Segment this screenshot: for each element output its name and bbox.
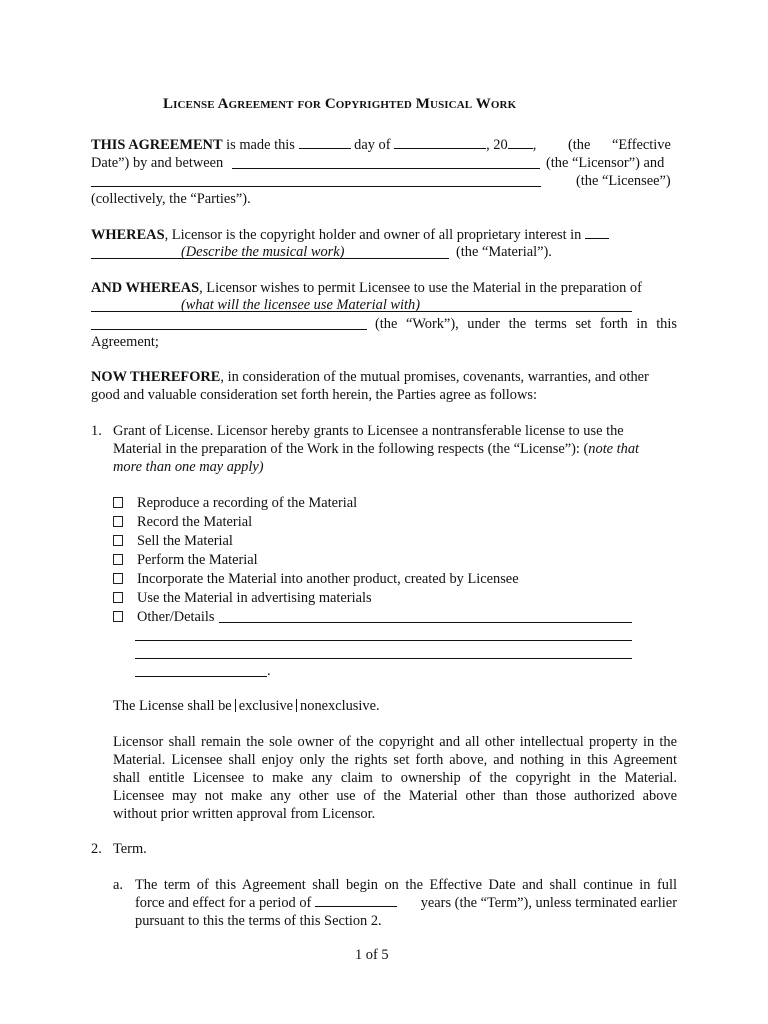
option-label: Incorporate the Material into another product, created by Licensee	[137, 571, 519, 587]
intro-text: day of	[354, 137, 391, 153]
nonexclusive-checkbox[interactable]	[296, 699, 297, 712]
musical-work-field-start[interactable]	[585, 226, 609, 239]
licensee-name-field[interactable]	[91, 186, 541, 187]
checkbox[interactable]	[113, 497, 123, 508]
work-description-field-2[interactable]	[91, 329, 367, 330]
word: in	[636, 316, 648, 332]
intro-collectively: (collectively, the “Parties”).	[91, 191, 251, 207]
section-2a-pre: force and effect for a period of	[135, 895, 312, 911]
section-1-text: Material in the preparation of the Work in the following respects (the “License”): (	[113, 441, 589, 457]
intro-text: , 20	[486, 137, 508, 153]
option-label: Perform the Material	[137, 552, 258, 568]
intro-date-by-between: Date”) by and between	[91, 155, 224, 171]
option-advertising[interactable]	[113, 589, 372, 607]
option-record[interactable]	[113, 513, 252, 531]
intro-the-licensee: (the “Licensee”)	[576, 173, 671, 189]
checkbox[interactable]	[113, 611, 123, 622]
now-therefore-line-1	[91, 368, 649, 386]
word: set	[575, 316, 592, 332]
now-therefore-text: , in consideration of the mutual promises, covenants, warranties, and other	[220, 369, 649, 385]
license-type-text: The License shall be	[113, 698, 232, 714]
section-1-note-line-2: more than one may apply)	[113, 459, 264, 475]
word: the	[508, 316, 527, 332]
word: (the	[375, 316, 398, 332]
whereas-1-line-1	[91, 226, 609, 244]
exclusive-option[interactable]: exclusive	[238, 698, 294, 714]
musical-work-hint: (Describe the musical work)	[181, 244, 345, 260]
section-2a-line-1: The term of this Agreement shall begin on the Effective Date and shall continue in full	[135, 877, 677, 893]
owner-para-line-1: Licensor shall remain the sole owner of the copyright and all other intellectual property in the	[113, 734, 677, 750]
document-title: License Agreement for Copyrighted Musical Work	[163, 96, 517, 112]
option-label: Use the Material in advertising materials	[137, 590, 372, 606]
intro-the-licensor: (the “Licensor”) and	[546, 155, 665, 171]
section-2a-post: years (the “Term”), unless terminated earlier	[420, 895, 677, 911]
other-details-field-3[interactable]	[135, 658, 632, 659]
now-therefore-line-2: good and valuable consideration set forth herein, the Parties agree as follows:	[91, 387, 537, 403]
licensor-name-field[interactable]	[232, 168, 540, 169]
whereas-2-text: , Licensor wishes to permit Licensee to use the Material in the preparation of	[199, 280, 642, 296]
intro-text: ,	[532, 137, 537, 153]
option-label: Sell the Material	[137, 533, 233, 549]
option-sell[interactable]	[113, 532, 233, 550]
checkbox[interactable]	[113, 573, 123, 584]
intro-line-1	[91, 136, 536, 154]
section-2a-label: a.	[113, 877, 123, 893]
section-1-line-1: Grant of License. Licensor hereby grants to Licensee a nontransferable license to use the	[113, 423, 624, 439]
word: terms	[534, 316, 567, 332]
license-type-line	[113, 697, 380, 715]
page-number: 1 of 5	[355, 947, 389, 963]
section-1-note: note that	[588, 441, 640, 457]
word: under	[467, 316, 501, 332]
whereas-1-tail: (the “Material”).	[456, 244, 552, 260]
section-2a-line-2	[135, 894, 677, 912]
section-2a-text	[135, 894, 397, 912]
nonexclusive-option[interactable]: nonexclusive.	[300, 698, 380, 714]
this-agreement-label: THIS AGREEMENT	[91, 137, 223, 153]
checkbox[interactable]	[113, 516, 123, 527]
month-field[interactable]	[394, 136, 486, 149]
other-details-field[interactable]	[219, 622, 632, 623]
day-field[interactable]	[299, 136, 351, 149]
section-2a-line-3: pursuant to this the terms of this Section 2.	[135, 913, 382, 929]
intro-the: (the	[568, 137, 591, 153]
section-2-number: 2.	[91, 841, 102, 857]
whereas-2-line-1	[91, 279, 642, 297]
now-therefore-label: NOW THEREFORE	[91, 369, 221, 385]
option-perform[interactable]	[113, 551, 258, 569]
word: forth	[599, 316, 628, 332]
whereas-label: WHEREAS	[91, 227, 165, 243]
checkbox[interactable]	[113, 554, 123, 565]
section-2-title: Term.	[113, 841, 147, 857]
and-whereas-label: AND WHEREAS	[91, 280, 200, 296]
owner-para-line-3: shall entitle Licensee to make any claim to ownership of the copyright in the Material.	[113, 770, 677, 786]
owner-para-line-4: Licensee may not make any other use of the Material other than those authorized above	[113, 788, 677, 804]
owner-para-line-5: without prior written approval from Licensor.	[113, 806, 376, 822]
other-details-field-2[interactable]	[135, 640, 632, 641]
work-description-hint: (what will the licensee use Material with)	[181, 297, 421, 313]
owner-para-line-2: Material. Licensee shall enjoy only the rights set forth above, and nothing in this Agreement	[113, 752, 677, 768]
exclusive-checkbox[interactable]	[235, 699, 236, 712]
whereas-2-tail	[375, 315, 677, 333]
term-years-field[interactable]	[315, 894, 397, 907]
option-label: Record the Material	[137, 514, 253, 530]
word: “Work”),	[405, 316, 459, 332]
checkbox[interactable]	[113, 535, 123, 546]
other-details-field-4[interactable]	[135, 676, 267, 677]
option-label: Other/Details	[137, 609, 215, 625]
whereas-2-end: Agreement;	[91, 334, 159, 350]
option-other[interactable]	[113, 608, 215, 626]
option-incorporate[interactable]	[113, 570, 519, 588]
other-details-period: .	[267, 663, 271, 679]
year-field[interactable]	[508, 136, 533, 149]
checkbox[interactable]	[113, 592, 123, 603]
word: this	[656, 316, 677, 332]
intro-effective: “Effective	[612, 137, 671, 153]
intro-text: is made this	[226, 137, 295, 153]
section-1-line-2	[113, 440, 639, 458]
whereas-1-text: , Licensor is the copyright holder and owner of all proprietary interest in	[164, 227, 582, 243]
option-label: Reproduce a recording of the Material	[137, 495, 358, 511]
section-1-number: 1.	[91, 423, 102, 439]
option-reproduce[interactable]	[113, 494, 357, 512]
